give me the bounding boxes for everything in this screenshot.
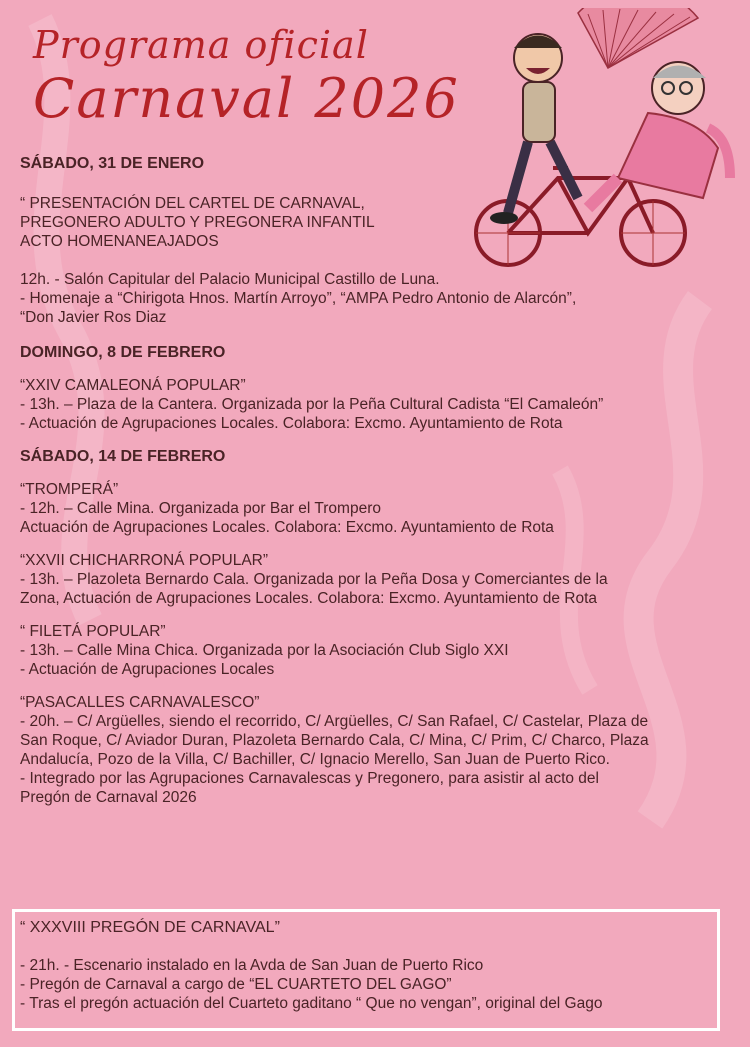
event-title: “PASACALLES CARNAVALESCO” [20,694,260,711]
event-detail: - 13h. – Plazoleta Bernardo Cala. Organizada por la Peña Dosa y Comerciantes de la [20,571,608,588]
header-title-line2: Carnaval 2026 [33,67,460,130]
event-detail: “Don Javier Ros Diaz [20,309,167,326]
event-trompera [20,480,708,537]
day-heading: SÁBADO, 14 DE FEBRERO [20,448,226,465]
event-detail: - Actuación de Agrupaciones Locales [20,661,275,678]
event-detail: - 20h. – C/ Argüelles, siendo el recorrido, C/ Argüelles, C/ San Rafael, C/ Castelar, Plaza de [20,713,649,730]
program-header [33,22,493,130]
event-presentacion-cartel [20,194,708,327]
event-title: “ PRESENTACIÓN DEL CARTEL DE CARNAVAL, [20,195,365,212]
event-detail: Actuación de Agrupaciones Locales. Colabora: Excmo. Ayuntamiento de Rota [20,519,554,536]
event-detail: - 13h. – Plaza de la Cantera. Organizada por la Peña Cultural Cadista “El Camaleón” [20,396,604,413]
event-detail: - Pregón de Carnaval a cargo de “EL CUARTETO DEL GAGO” [20,976,452,993]
event-detail: - Homenaje a “Chirigota Hnos. Martín Arroyo”, “AMPA Pedro Antonio de Alarcón”, [20,290,577,307]
event-detail: - Integrado por las Agrupaciones Carnavalescas y Pregonero, para asistir al acto del [20,770,599,787]
event-title: ACTO HOMENANEAJADOS [20,233,219,250]
event-title: “TROMPERÁ” [20,481,119,498]
event-detail: - 21h. - Escenario instalado en la Avda de San Juan de Puerto Rico [20,957,484,974]
day-heading: SÁBADO, 31 DE ENERO [20,155,205,172]
event-title: “XXVII CHICHARRONÁ POPULAR” [20,552,269,569]
program-content [20,154,708,807]
event-detail: - Tras el pregón actuación del Cuarteto gaditano “ Que no vengan”, original del Gago [20,995,603,1012]
event-camaleona [20,376,708,433]
event-pasacalles [20,693,708,807]
event-chicharrona [20,551,708,608]
event-title: “XXIV CAMALEONÁ POPULAR” [20,377,246,394]
hand-fan-icon [578,8,698,68]
event-title: “ FILETÁ POPULAR” [20,623,166,640]
event-detail: 12h. - Salón Capitular del Palacio Municipal Castillo de Luna. [20,271,440,288]
day-heading: DOMINGO, 8 DE FEBRERO [20,344,226,361]
event-detail: Zona, Actuación de Agrupaciones Locales. Colabora: Excmo. Ayuntamiento de Rota [20,590,598,607]
event-detail: San Roque, C/ Aviador Duran, Plazoleta Bernardo Cala, C/ Mina, C/ Prim, C/ Charco, Plaza [20,732,649,749]
event-fileta [20,622,708,679]
event-title: PREGONERO ADULTO Y PREGONERA INFANTIL [20,214,375,231]
event-title: “ XXXVIII PREGÓN DE CARNAVAL” [20,919,280,936]
event-detail: Pregón de Carnaval 2026 [20,789,197,806]
event-detail: - 13h. – Calle Mina Chica. Organizada por la Asociación Club Siglo XXI [20,642,509,659]
event-detail: Andalucía, Pozo de la Villa, C/ Bachiller, C/ Ignacio Merello, San Juan de Puerto Rico. [20,751,610,768]
event-detail: - Actuación de Agrupaciones Locales. Colabora: Excmo. Ayuntamiento de Rota [20,415,563,432]
event-detail: - 12h. – Calle Mina. Organizada por Bar el Trompero [20,500,381,517]
header-title-line1: Programa oficial [33,23,369,67]
pregon-highlight-content [20,918,710,1013]
